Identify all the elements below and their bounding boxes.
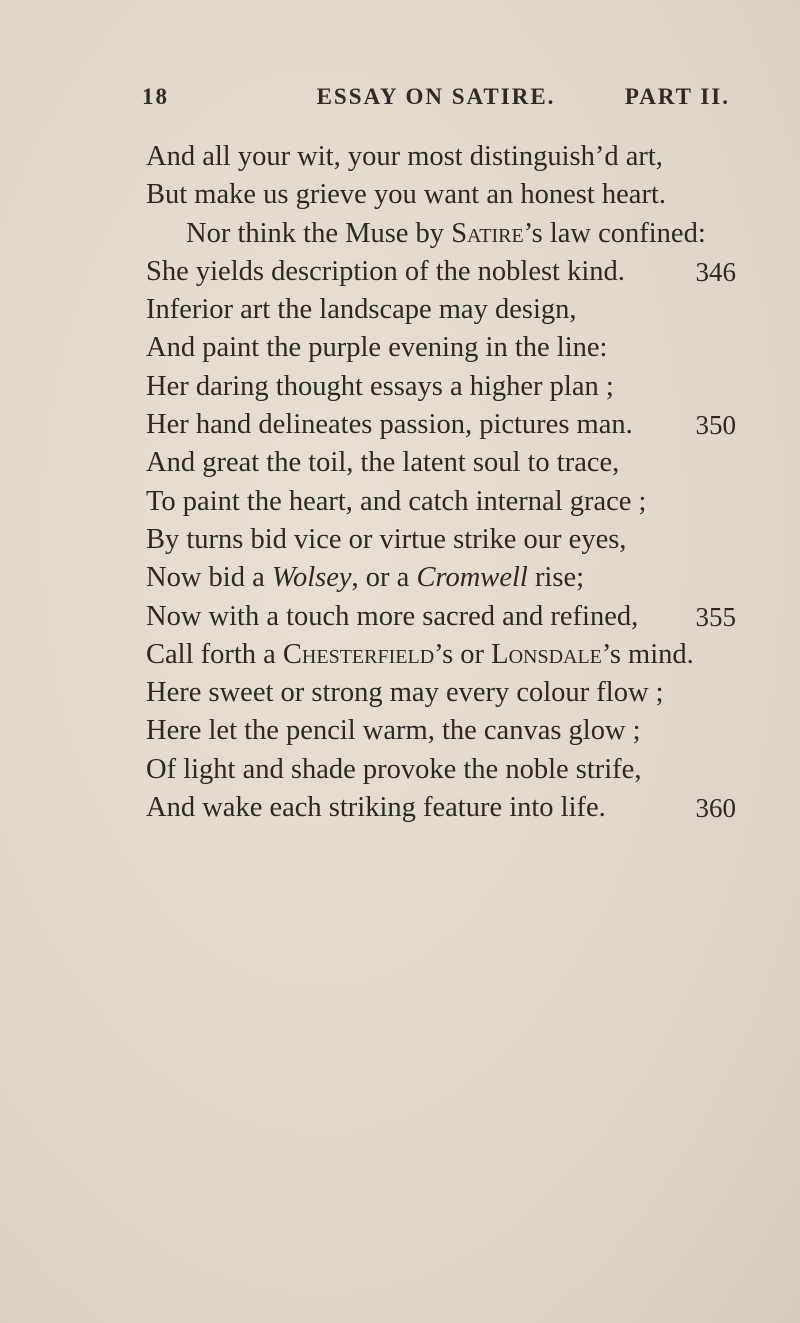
line-number: 350 bbox=[695, 410, 736, 441]
verse-line bbox=[146, 674, 736, 712]
verse-line bbox=[146, 751, 736, 789]
verse-line bbox=[146, 598, 736, 636]
verse-line bbox=[146, 176, 736, 214]
verse-line bbox=[146, 483, 736, 521]
part-label: PART II. bbox=[624, 84, 730, 109]
verse-line-text: She yields description of the noblest kind. bbox=[146, 255, 625, 287]
verse-line-text: To paint the heart, and catch internal grace ; bbox=[146, 485, 647, 517]
line-number: 346 bbox=[695, 256, 736, 287]
verse-line bbox=[146, 329, 736, 367]
running-title: ESSAY ON SATIRE. bbox=[316, 84, 556, 109]
verse-line-text: Call forth a Chesterfield’s or Lonsdale’s mind. bbox=[146, 638, 694, 670]
verse-line bbox=[146, 636, 736, 674]
small-caps-name: Satire bbox=[451, 217, 524, 249]
line-number: 355 bbox=[695, 601, 736, 632]
verse-line bbox=[146, 521, 736, 559]
running-header bbox=[142, 84, 730, 114]
verse-line-text: Of light and shade provoke the noble strife, bbox=[146, 753, 642, 785]
verse-line-text: Here let the pencil warm, the canvas glow ; bbox=[146, 715, 641, 747]
page-number: 18 bbox=[142, 84, 169, 109]
verse-line-text: And wake each striking feature into life. bbox=[146, 792, 606, 824]
verse-line-text: By turns bid vice or virtue strike our eyes, bbox=[146, 523, 627, 555]
line-number: 360 bbox=[695, 793, 736, 824]
verse-line-text: And all your wit, your most distinguish’d art, bbox=[146, 141, 663, 172]
verse-line-text: Her daring thought essays a higher plan ; bbox=[146, 370, 614, 402]
italic-name: Cromwell bbox=[416, 562, 528, 594]
verse-line-text: But make us grieve you want an honest heart. bbox=[146, 179, 666, 211]
verse-line bbox=[146, 444, 736, 482]
italic-name: Wolsey bbox=[271, 562, 352, 594]
verse-line-text: And great the toil, the latent soul to trace, bbox=[146, 447, 620, 479]
verse-line-text: Now with a touch more sacred and refined, bbox=[146, 600, 639, 632]
verse-line bbox=[146, 406, 736, 444]
poem-text bbox=[146, 138, 736, 827]
verse-line-text: Here sweet or strong may every colour flow ; bbox=[146, 677, 664, 709]
verse-line bbox=[146, 291, 736, 329]
small-caps-name: Lonsdale bbox=[491, 638, 602, 670]
verse-line-text: Inferior art the landscape may design, bbox=[146, 294, 577, 326]
verse-line bbox=[146, 253, 736, 291]
verse-line bbox=[146, 215, 736, 253]
verse-line bbox=[146, 712, 736, 750]
verse-line-text: Now bid a Wolsey, or a Cromwell rise; bbox=[146, 562, 585, 594]
verse-line-text: Her hand delineates passion, pictures man. bbox=[146, 409, 633, 441]
verse-line-text: Nor think the Muse by Satire’s law confined: bbox=[186, 217, 706, 249]
verse-line bbox=[146, 138, 736, 176]
small-caps-name: Chesterfield bbox=[282, 638, 435, 670]
verse-line-text: And paint the purple evening in the line: bbox=[146, 332, 608, 364]
verse-line bbox=[146, 368, 736, 406]
verse-line bbox=[146, 789, 736, 827]
verse-line bbox=[146, 559, 736, 597]
